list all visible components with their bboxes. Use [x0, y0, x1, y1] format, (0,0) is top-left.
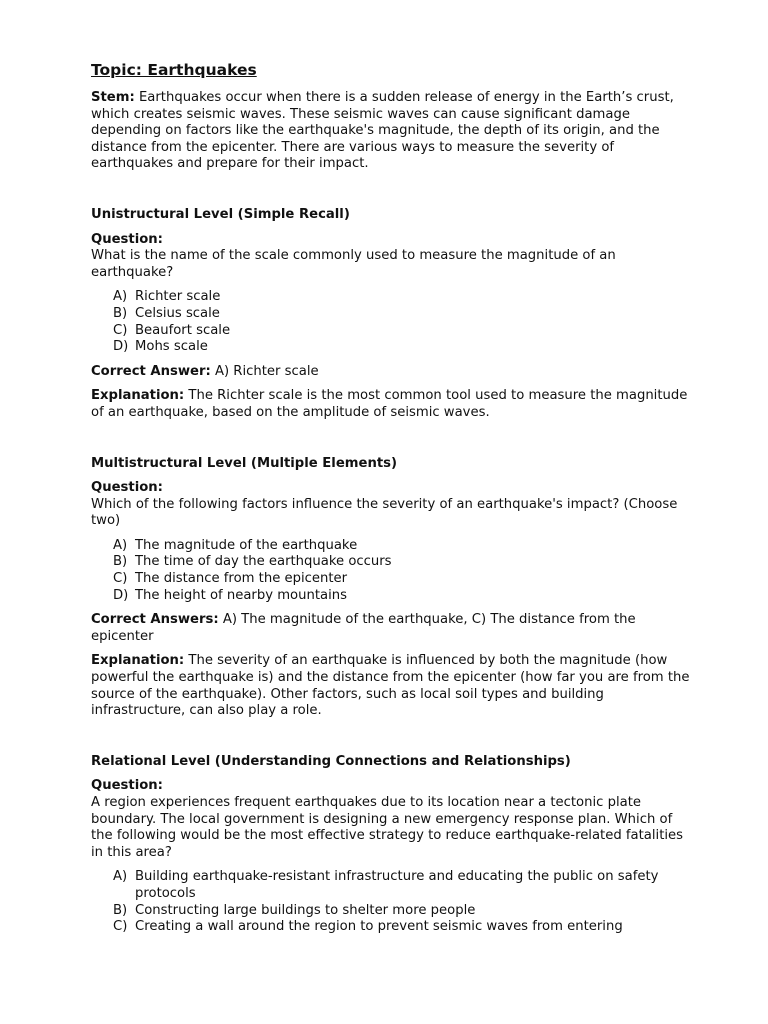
option-letter: B) [113, 902, 128, 918]
explanation-label: Explanation: [91, 653, 185, 669]
option-item [91, 588, 691, 605]
answer-label: Correct Answers: [91, 612, 219, 628]
option-item [91, 538, 691, 555]
correct-answer [91, 612, 691, 645]
section-spacer [91, 728, 691, 754]
document-content [91, 60, 691, 944]
stem-label: Stem: [91, 90, 135, 105]
section-spacer [91, 430, 691, 456]
option-letter: D) [113, 587, 129, 603]
option-letter: C) [113, 919, 128, 935]
option-text: Beaufort scale [135, 322, 231, 338]
question-label: Question: [91, 231, 163, 247]
option-text: The distance from the epicenter [135, 571, 348, 587]
explanation-text: The severity of an earthquake is influenced by both the magnitude (how powerful the earthquake is) and the distance from the epicenter (how far you are from the source of the earthquake). Other factors, such as local soil types and building infrastructure, can also play a role. [91, 653, 690, 719]
option-letter: A) [113, 289, 128, 305]
options-list [91, 289, 691, 355]
stem-text: Earthquakes occur when there is a sudden release of energy in the Earth’s crust, which creates seismic waves. These seismic waves can cause significant damage depending on factors like the earthquake's magnitude, the depth of its origin, and the distance from the epicenter. There are various ways to measure the severity of earthquakes and prepare for their impact. [91, 90, 674, 172]
option-text: Mohs scale [135, 339, 208, 355]
question-text: A region experiences frequent earthquakes due to its location near a tectonic plate boundary. The local government is designing a new emergency response plan. Which of the following would be the most effective strategy to reduce earthquake-related fatalities in this area? [91, 795, 684, 860]
correct-answer [91, 364, 691, 381]
option-text: The height of nearby mountains [135, 587, 347, 603]
question-label: Question: [91, 480, 163, 496]
section-heading: Relational Level (Understanding Connections and Relationships) [91, 753, 571, 769]
option-item [91, 919, 691, 936]
option-letter: C) [113, 322, 128, 338]
explanation-label: Explanation: [91, 388, 185, 404]
option-text: Richter scale [135, 289, 221, 305]
option-letter: A) [113, 869, 128, 885]
option-item [91, 554, 691, 571]
option-text: Building earthquake-resistant infrastructure and educating the public on safety protocols [135, 869, 659, 901]
option-letter: C) [113, 571, 128, 587]
answer-text: A) Richter scale [214, 363, 319, 379]
explanation [91, 653, 691, 719]
question-text: What is the name of the scale commonly used to measure the magnitude of an earthquake? [91, 248, 616, 280]
option-text: The time of day the earthquake occurs [135, 554, 392, 570]
option-text: Celsius scale [135, 305, 220, 321]
option-item [91, 571, 691, 588]
option-item [91, 306, 691, 323]
option-item [91, 339, 691, 356]
question-label: Question: [91, 778, 163, 794]
stem-paragraph [91, 90, 691, 173]
section-unistructural [91, 207, 691, 422]
option-item [91, 289, 691, 306]
options-list [91, 869, 691, 935]
answer-text: A) The magnitude of the earthquake, C) The distance from the epicenter [91, 612, 636, 644]
option-text: Creating a wall around the region to prevent seismic waves from entering [135, 919, 623, 935]
section-multistructural [91, 456, 691, 720]
section-heading: Unistructural Level (Simple Recall) [91, 206, 350, 222]
options-list [91, 538, 691, 604]
explanation-text: The Richter scale is the most common tool used to measure the magnitude of an earthquake, based on the amplitude of seismic waves. [91, 388, 688, 420]
option-letter: B) [113, 554, 128, 570]
explanation [91, 388, 691, 421]
option-item [91, 903, 691, 920]
option-letter: B) [113, 305, 128, 321]
page-title: Topic: Earthquakes [91, 61, 257, 79]
section-relational [91, 754, 691, 936]
option-item [91, 323, 691, 340]
answer-label: Correct Answer: [91, 363, 211, 379]
option-letter: D) [113, 339, 129, 355]
question-text: Which of the following factors influence the severity of an earthquake's impact? (Choose two) [91, 496, 678, 529]
option-letter: A) [113, 537, 128, 553]
option-text: The magnitude of the earthquake [135, 537, 358, 553]
section-heading: Multistructural Level (Multiple Elements) [91, 455, 398, 471]
option-text: Constructing large buildings to shelter more people [135, 902, 476, 918]
option-item [91, 869, 691, 902]
